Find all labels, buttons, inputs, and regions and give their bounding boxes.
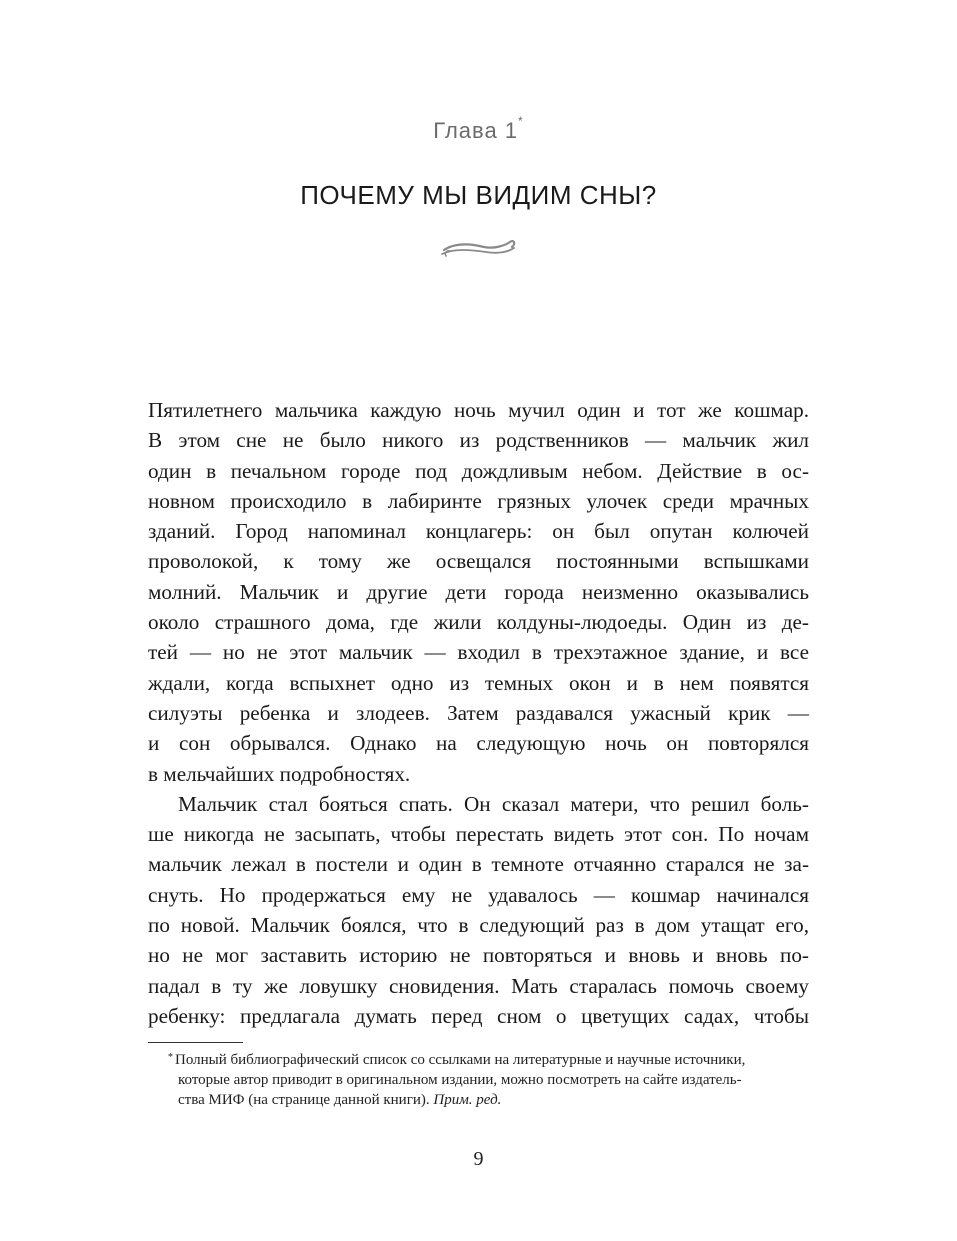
page-number: 9: [473, 1148, 484, 1170]
text-line: тей — но не этот мальчик — входил в трехэтажное здание, и все: [148, 640, 809, 665]
footnote-mark: *: [168, 1052, 173, 1063]
editor-note: Прим. ред.: [433, 1092, 502, 1108]
text-line: ребенку: предлагала думать перед сном о цветущих садах, чтобы: [148, 1003, 809, 1028]
decorative-flourish-icon: [438, 234, 518, 262]
text-line: зданий. Город напоминал концлагерь: он был опутан колючей: [148, 519, 809, 544]
chapter-number: Глава 1: [433, 118, 519, 143]
chapter-body: [148, 395, 809, 1031]
text-line: ждали, когда вспыхнет одно из темных окон и в нем появятся: [148, 670, 809, 695]
footnote-marker: *: [518, 114, 524, 128]
footnote-line: которые автор приводит в оригинальном издании, можно посмотреть на сайте издатель-: [178, 1072, 742, 1088]
footnote-text: ства МИФ (на странице данной книги).: [178, 1092, 430, 1108]
text-line: по новой. Мальчик боялся, что в следующий раз в дом утащат его,: [148, 913, 809, 938]
footnote-line: [160, 1090, 809, 1110]
chapter-label: [0, 114, 957, 144]
text-line: снуть. Но продержаться ему не удавалось — кошмар начинался: [148, 882, 809, 907]
text-line: мальчик лежал в постели и один в темноте отчаянно старался не за-: [148, 852, 809, 877]
text-line: силуэты ребенка и злодеев. Затем раздавался ужасный крик —: [148, 700, 809, 725]
chapter-title: ПОЧЕМУ МЫ ВИДИМ СНЫ?: [300, 180, 657, 210]
text-line: проволокой, к тому же освещался постоянными вспышками: [148, 549, 809, 574]
text-line: новном происходило в лабиринте грязных улочек среди мрачных: [148, 488, 809, 513]
footnote: [160, 1050, 809, 1110]
footnote-text: Полный библиографический список со ссылками на литературные и научные источники,: [175, 1052, 746, 1068]
text-line: один в печальном городе под дождливым небом. Действие в ос-: [148, 458, 809, 483]
text-line: и сон обрывался. Однако на следующую ночь он повторялся: [148, 731, 809, 756]
text-line: в мельчайших подробностях.: [148, 761, 411, 786]
footnote-divider: [148, 1042, 243, 1043]
text-line: но не мог заставить историю не повторяться и вновь и вновь по-: [148, 943, 809, 968]
text-line: Мальчик стал бояться спать. Он сказал матери, что решил боль-: [178, 791, 809, 816]
text-line: молний. Мальчик и другие дети города неизменно оказывались: [148, 579, 809, 604]
footnote-line: [160, 1050, 809, 1070]
text-line: В этом сне не было никого из родственников — мальчик жил: [148, 428, 809, 453]
text-line: падал в ту же ловушку сновидения. Мать старалась помочь своему: [148, 973, 809, 998]
text-line: около страшного дома, где жили колдуны-людоеды. Один из де-: [148, 610, 809, 635]
text-line: ше никогда не засыпать, чтобы перестать видеть этот сон. По ночам: [148, 822, 809, 847]
text-line: Пятилетнего мальчика каждую ночь мучил один и тот же кошмар.: [148, 398, 809, 422]
